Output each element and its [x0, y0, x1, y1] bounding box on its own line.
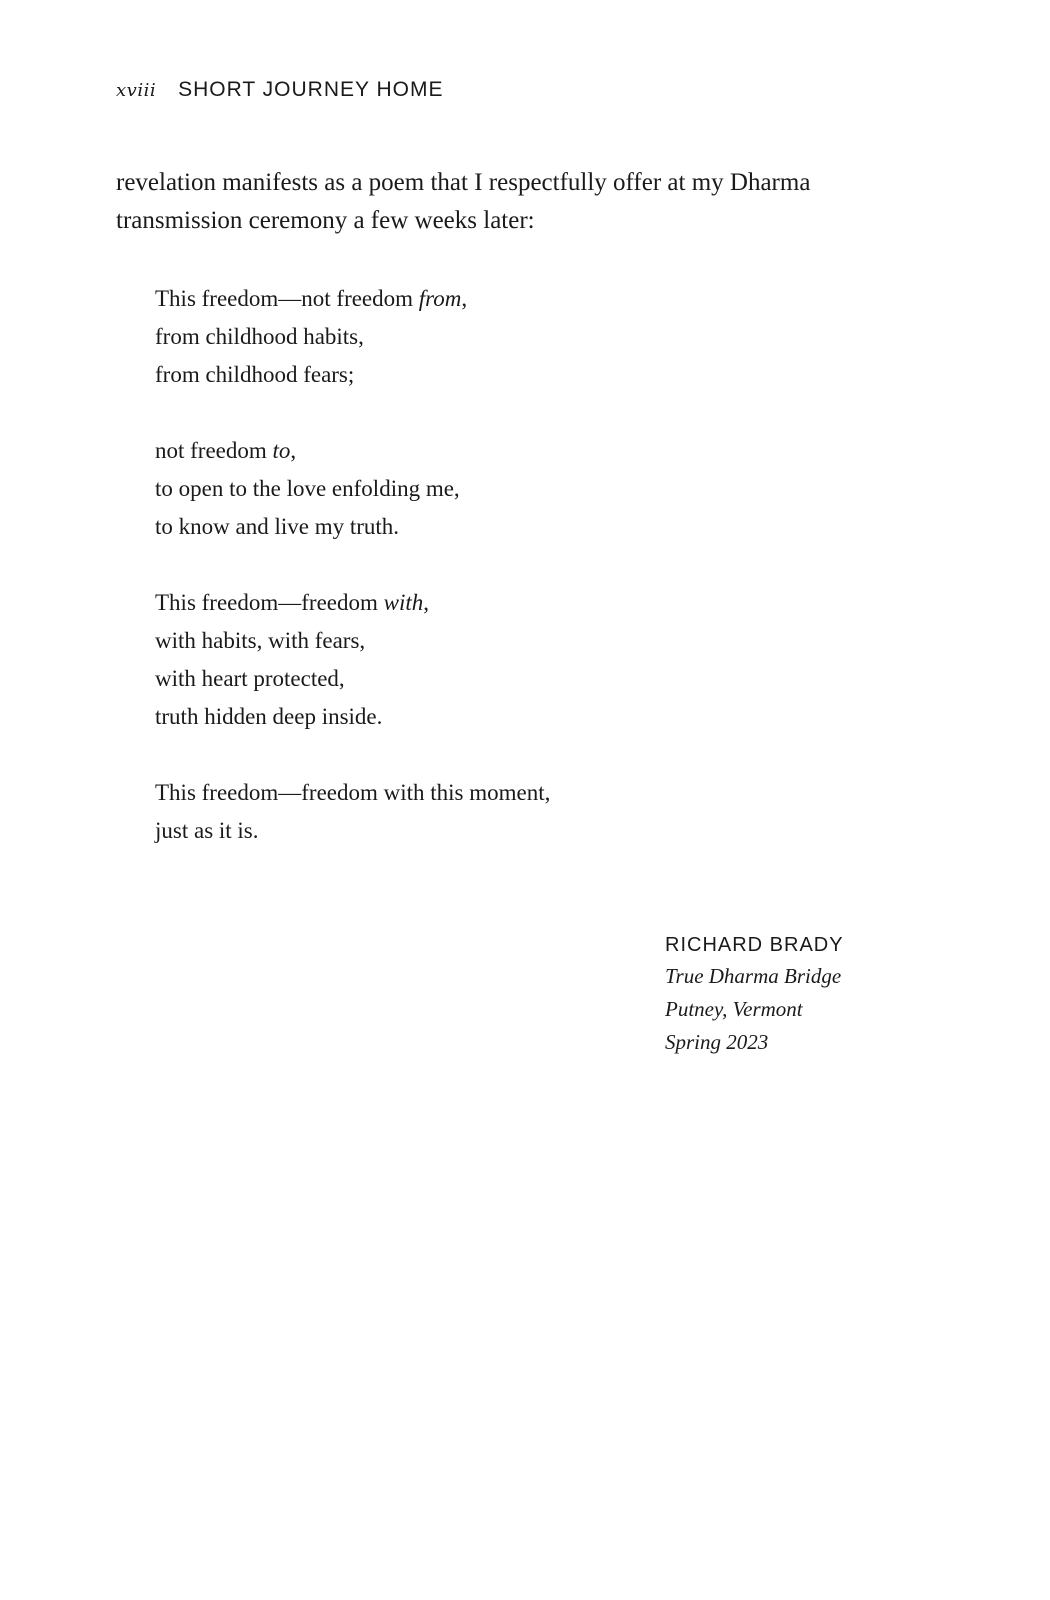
poem	[155, 280, 795, 850]
poem-stanza	[155, 584, 795, 736]
signature-location: Putney, Vermont	[665, 997, 803, 1021]
poem-line: with heart protected,	[155, 666, 345, 691]
poem-stanza	[155, 280, 795, 394]
poem-line: from childhood fears;	[155, 362, 355, 387]
signature-date: Spring 2023	[665, 1030, 769, 1054]
signature-place: True Dharma Bridge	[665, 964, 842, 988]
poem-line: to know and live my truth.	[155, 514, 400, 539]
poem-line: just as it is.	[155, 818, 259, 843]
running-head	[116, 78, 443, 108]
poem-line: from childhood habits,	[155, 324, 364, 349]
author-name: RICHARD BRADY	[665, 934, 844, 956]
prose-paragraph: revelation manifests as a poem that I respectfully offer at my Dharma transmission ceremony a few weeks later:	[116, 169, 811, 234]
poem-line: This freedom—freedom with,	[155, 590, 430, 615]
poem-line: to open to the love enfolding me,	[155, 476, 460, 501]
book-title: SHORT JOURNEY HOME	[178, 78, 444, 101]
poem-line: This freedom—freedom with this moment,	[155, 780, 551, 805]
page-number: xviii	[116, 80, 157, 101]
poem-line: with habits, with fears,	[155, 628, 366, 653]
poem-line: not freedom to,	[155, 438, 297, 463]
signature-block	[665, 930, 985, 1059]
poem-stanza	[155, 774, 795, 850]
poem-stanza	[155, 432, 795, 546]
poem-line: truth hidden deep inside.	[155, 704, 383, 729]
poem-line: This freedom—not freedom from,	[155, 286, 468, 311]
